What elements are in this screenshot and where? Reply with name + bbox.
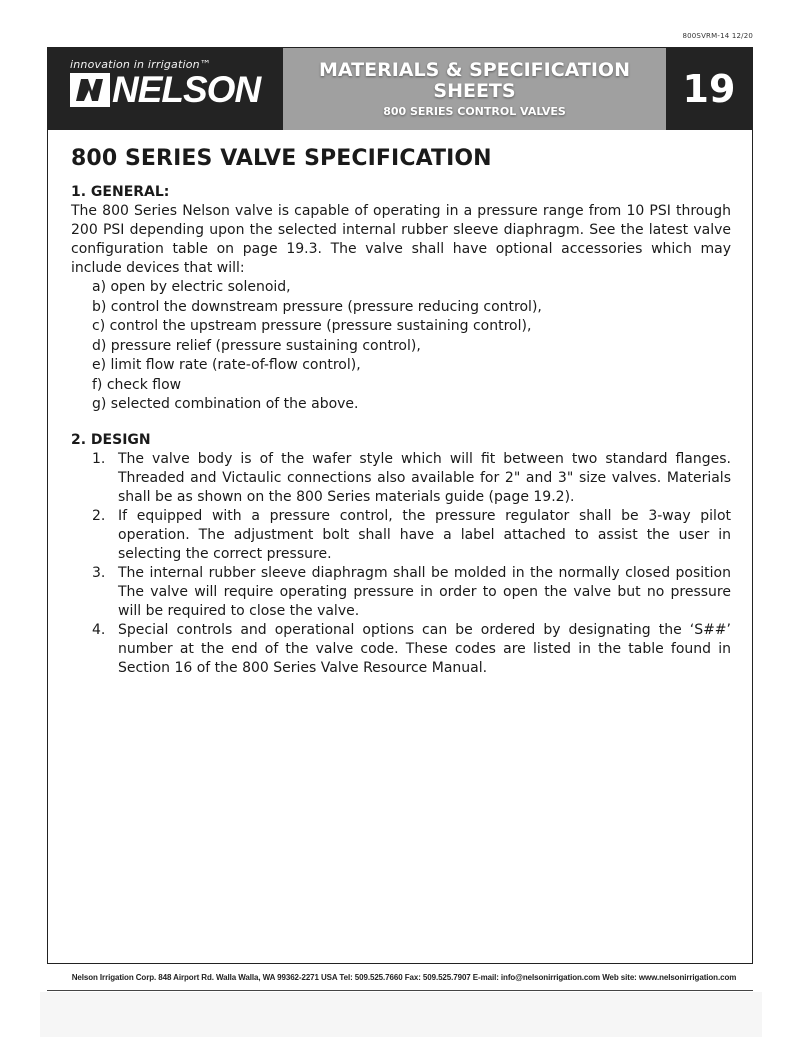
list-item-text: The valve body is of the wafer style which will fit between two standard flanges. Threaded and Victaulic connections also available for 2" and 3" size valves. Materials shall be as shown on the 800 Series materials guide (page 19.2). [118, 450, 731, 505]
page-bottom-band [40, 992, 762, 1037]
logo-tagline: innovation in irrigation™ [70, 58, 212, 71]
list-item [71, 450, 731, 507]
list-item-text: If equipped with a pressure control, the pressure regulator shall be 3-way pilot operation. The adjustment bolt shall have a label attached to assist the user in selecting the correct pressure. [118, 507, 731, 562]
list-item: c) control the upstream pressure (pressure sustaining control), [92, 318, 532, 334]
list-item-text: Special controls and operational options can be ordered by designating the ‘S##’ number at the end of the valve code. These codes are listed in the table found in Section 16 of the 800 Series Valve Resource Manual. [118, 621, 731, 676]
accessory-list [71, 278, 731, 415]
general-paragraph: The 800 Series Nelson valve is capable of operating in a pressure range from 10 PSI through 200 PSI depending upon the selected internal rubber sleeve diaphragm. See the latest valve configuration table on page 19.3. The valve shall have optional accessories which may include devices that will: [71, 203, 731, 276]
sheet-number: 19 [682, 67, 736, 111]
document-code: 800SVRM-14 12/20 [682, 32, 753, 40]
footer-divider [47, 990, 753, 991]
list-item-number: 2. [92, 507, 106, 524]
list-item-number: 1. [92, 450, 106, 467]
nelson-logo [70, 69, 261, 110]
section-heading-general: 1. GENERAL: [71, 184, 170, 200]
list-item [71, 564, 731, 621]
list-item: e) limit flow rate (rate-of-flow control), [92, 357, 361, 373]
footer-contact: Nelson Irrigation Corp. 848 Airport Rd. Walla Walla, WA 99362-2271 USA Tel: 509.525.7660 Fax: 509.525.7907 E-mail: info@nelsonirrigation.com Web site: www.nelsonirrigation.com [71, 972, 737, 982]
list-item: g) selected combination of the above. [92, 396, 359, 412]
list-item: d) pressure relief (pressure sustaining control), [92, 337, 421, 354]
brand-wordmark: NELSON [112, 69, 261, 110]
header-bar [48, 48, 752, 130]
sheet-title: MATERIALS & SPECIFICATION SHEETS [319, 59, 630, 102]
list-item: f) check flow [92, 376, 182, 393]
list-item-number: 3. [92, 564, 106, 581]
list-item: b) control the downstream pressure (pressure reducing control), [92, 298, 542, 315]
list-item-number: 4. [92, 621, 106, 638]
title-block [283, 48, 666, 130]
list-item [71, 507, 731, 564]
list-item-text: The internal rubber sleeve diaphragm shall be molded in the normally closed position The valve will require operating pressure in order to open the valve but no pressure will be required to close the valve. [118, 564, 731, 619]
document-body [71, 146, 731, 678]
list-item [71, 621, 731, 678]
page-title: 800 SERIES VALVE SPECIFICATION [71, 146, 492, 171]
nelson-n-logo-icon [70, 73, 110, 107]
design-list [71, 450, 731, 678]
list-item: a) open by electric solenoid, [92, 279, 291, 295]
section-heading-design: 2. DESIGN [71, 431, 151, 448]
sheet-subtitle: 800 SERIES CONTROL VALVES [383, 105, 566, 118]
